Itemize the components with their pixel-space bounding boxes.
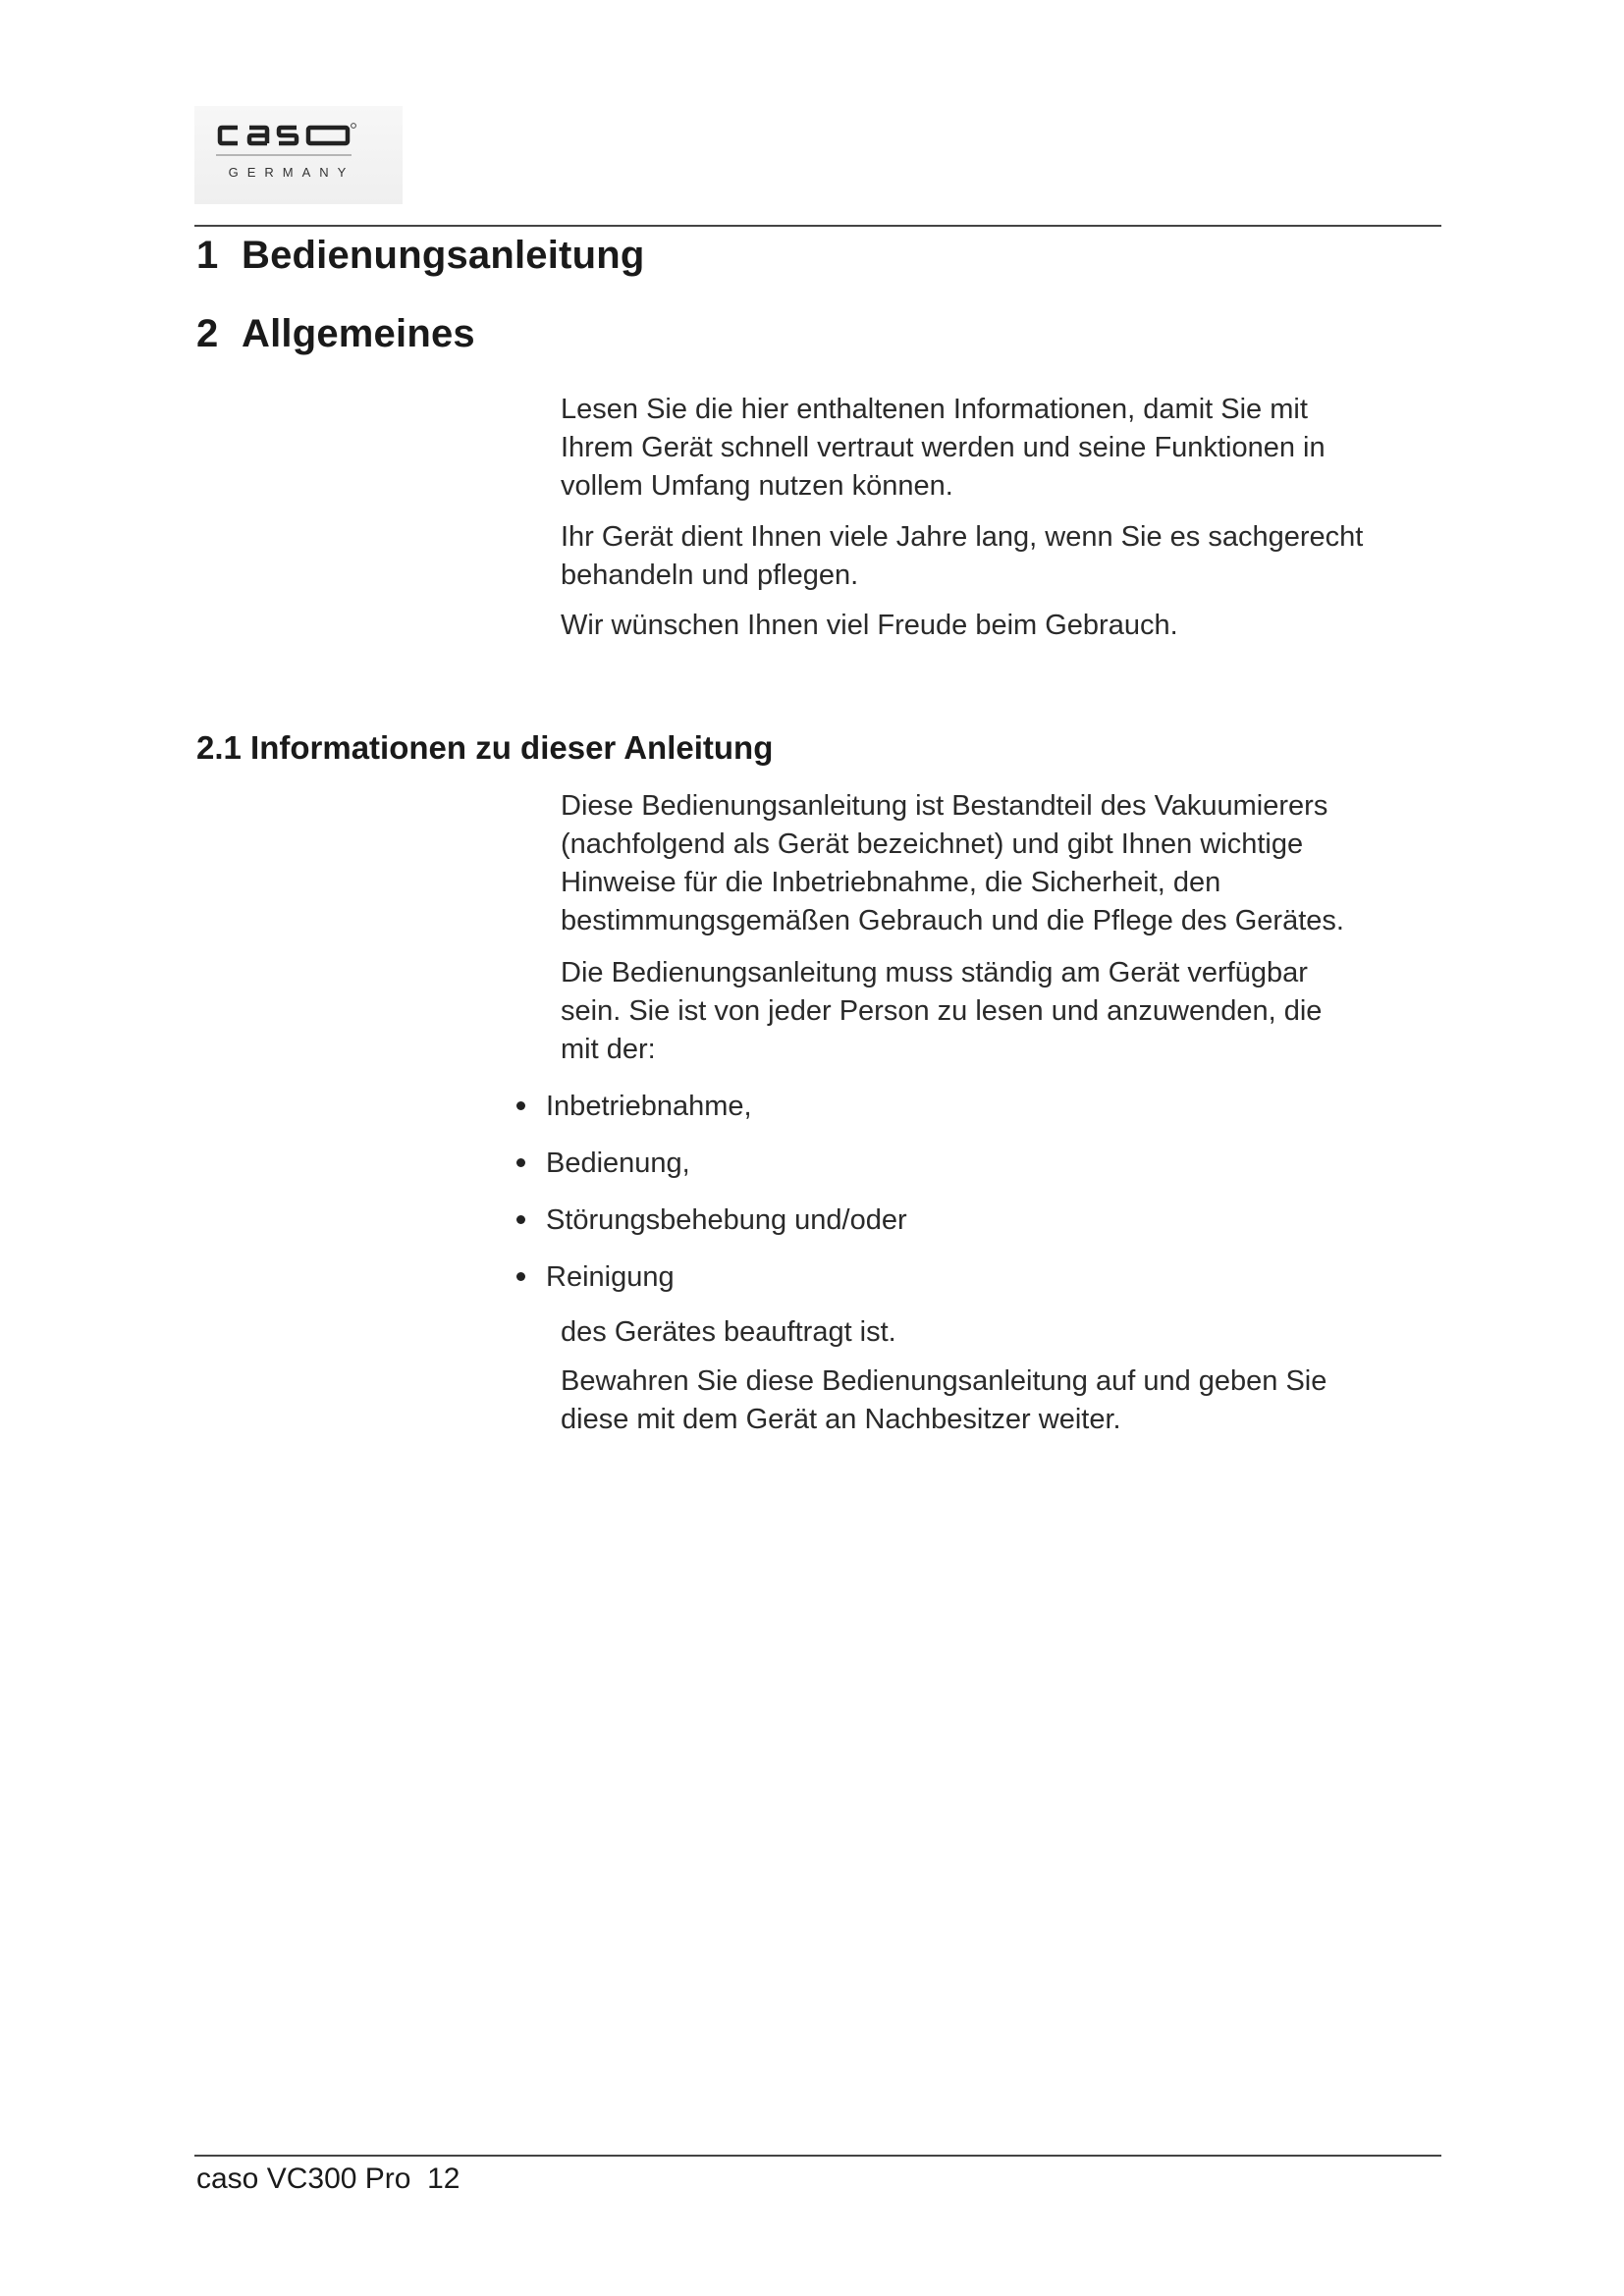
informationen-paragraph-2 (561, 954, 1449, 1069)
informationen-paragraph-3: des Gerätes beauftragt ist. (561, 1316, 896, 1348)
header-rule (194, 225, 1441, 227)
heading-2-1: 2.1 Informationen zu dieser Anleitung (196, 729, 774, 766)
heading-1 (196, 234, 644, 278)
logo-country: GERMANY (228, 165, 355, 180)
line: Diese Bedienungsanleitung ist Bestandteil des Vakuumierers (561, 790, 1328, 822)
informationen-paragraph-1 (561, 787, 1449, 940)
line: bestimmungsgemäßen Gebrauch und die Pflege des Gerätes. (561, 905, 1344, 936)
heading-1-title: Bedienungsanleitung (242, 234, 645, 277)
line: Ihrem Gerät schnell vertraut werden und seine Funktionen in (561, 432, 1326, 463)
list-item-text: Reinigung (546, 1261, 675, 1293)
heading-1-number: 1 (196, 234, 219, 277)
list-item-text: Bedienung, (546, 1148, 690, 1179)
line: Hinweise für die Inbetriebnahme, die Sicherheit, den (561, 867, 1221, 898)
caso-logo-mark (194, 106, 403, 204)
footer-rule (194, 2155, 1441, 2157)
line: Lesen Sie die hier enthaltenen Informationen, damit Sie mit (561, 394, 1308, 425)
line: Bewahren Sie diese Bedienungsanleitung auf und geben Sie (561, 1365, 1327, 1397)
caso-germany-logo (194, 106, 403, 204)
heading-2 (196, 312, 475, 356)
line: vollem Umfang nutzen können. (561, 470, 953, 502)
allgemeines-paragraph-3: Wir wünschen Ihnen viel Freude beim Gebrauch. (561, 610, 1178, 641)
line: sein. Sie ist von jeder Person zu lesen und anzuwenden, die (561, 995, 1323, 1027)
list-item (511, 1145, 907, 1201)
allgemeines-paragraph-1 (561, 391, 1449, 506)
page-footer (196, 2163, 460, 2196)
list-item (511, 1088, 907, 1145)
list-item (511, 1201, 907, 1258)
line: (nachfolgend als Gerät bezeichnet) und gibt Ihnen wichtige (561, 828, 1304, 860)
footer-model: caso VC300 Pro (196, 2163, 411, 2195)
bullet-icon (516, 1158, 525, 1167)
heading-2-number: 2 (196, 312, 219, 355)
line: behandeln und pflegen. (561, 560, 859, 591)
informationen-paragraph-4 (561, 1362, 1449, 1439)
bullet-icon (516, 1101, 525, 1110)
line: mit der: (561, 1034, 656, 1065)
bullet-icon (516, 1272, 525, 1281)
list-item (511, 1258, 907, 1315)
page-number: 12 (427, 2163, 460, 2195)
bullet-icon (516, 1215, 525, 1224)
heading-2-title: Allgemeines (242, 312, 475, 355)
allgemeines-paragraph-2 (561, 518, 1449, 595)
list-item-text: Störungsbehebung und/oder (546, 1204, 907, 1236)
list-item-text: Inbetriebnahme, (546, 1091, 752, 1122)
line: Ihr Gerät dient Ihnen viele Jahre lang, wenn Sie es sachgerecht (561, 521, 1364, 553)
task-list (511, 1088, 907, 1315)
line: diese mit dem Gerät an Nachbesitzer weiter. (561, 1404, 1121, 1435)
line: Die Bedienungsanleitung muss ständig am Gerät verfügbar (561, 957, 1308, 988)
